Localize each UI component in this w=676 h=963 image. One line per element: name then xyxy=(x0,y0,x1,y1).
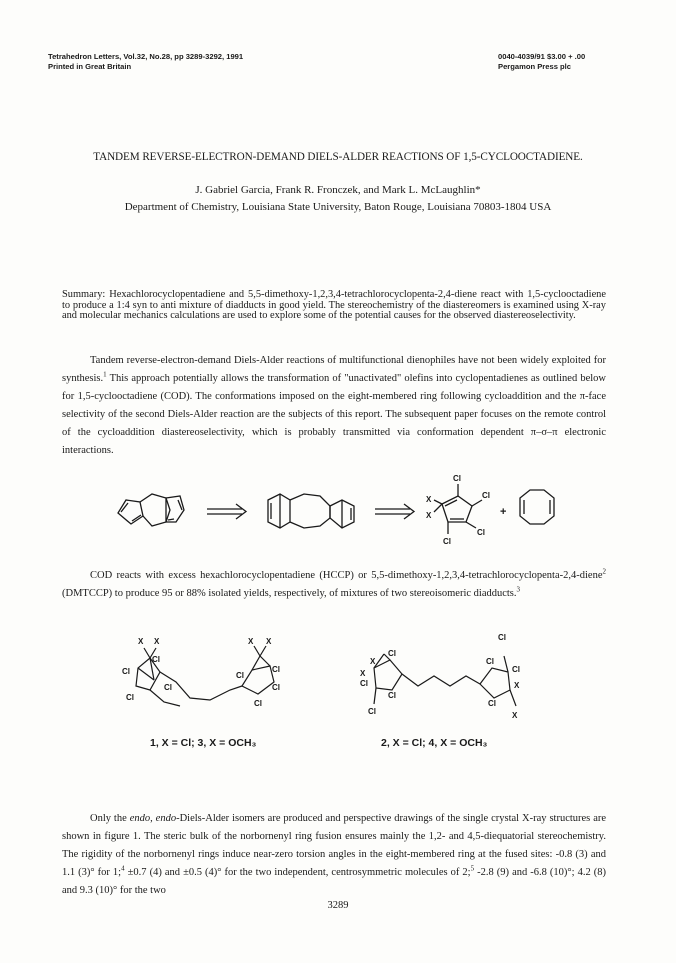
x-label: X xyxy=(426,511,432,520)
cl-label: Cl xyxy=(368,707,376,716)
cl-label: Cl xyxy=(360,679,368,688)
ref-4: 4 xyxy=(121,864,125,873)
x-label: X xyxy=(512,711,518,720)
endo-term: endo, endo xyxy=(129,813,177,824)
body-paragraph-2 xyxy=(62,567,606,603)
intro-paragraph xyxy=(62,352,606,460)
cyclooctadiene-structure xyxy=(520,490,554,524)
issn-block xyxy=(498,52,628,72)
cl-label: Cl xyxy=(236,671,244,680)
caption-anti-diadduct: 2, X = Cl; 4, X = OCH₃ xyxy=(381,737,488,749)
cl-label: Cl xyxy=(488,699,496,708)
cl-label: Cl xyxy=(482,491,490,500)
citation-line: Tetrahedron Letters, Vol.32, No.28, pp 3289-3292, 1991 xyxy=(48,52,244,61)
publisher-line: Pergamon Press plc xyxy=(498,62,572,71)
ref-5: 5 xyxy=(470,864,475,873)
cl-label: Cl xyxy=(272,683,280,692)
p3-text-c: ±0.7 (4) and ±0.5 (4)° for the two independent, centrosymmetric molecules of 2; xyxy=(124,867,471,878)
cl-label: Cl xyxy=(453,474,461,483)
caption-syn-diadduct: 1, X = Cl; 3, X = OCH₃ xyxy=(150,737,257,749)
bis-cyclopentadiene-structure xyxy=(118,494,184,526)
x-label: X xyxy=(514,681,520,690)
p2-text-a: COD reacts with excess hexachlorocyclopentadiene (HCCP) or 5,5-dimethoxy-1,2,3,4-tetrachlorocyclopenta-2,4-diene xyxy=(90,570,603,581)
author-list: J. Gabriel Garcia, Frank R. Fronczek, and Mark L. McLaughlin* xyxy=(195,184,481,196)
tetrachlorocyclopentadiene-structure xyxy=(434,484,482,534)
x-label: X xyxy=(266,637,272,646)
cl-label: Cl xyxy=(477,528,485,537)
cl-label: Cl xyxy=(254,699,262,708)
page-number: 3289 xyxy=(327,900,349,911)
x-label: X xyxy=(154,637,160,646)
x-label: X xyxy=(426,495,432,504)
p2-text-b: (DMTCCP) to produce 95 or 88% isolated yields, respectively, of mixtures of two stereoisomeric diadducts. xyxy=(62,588,517,599)
retro-arrow-1 xyxy=(207,504,246,519)
cl-label: Cl xyxy=(164,683,172,692)
ref-2: 2 xyxy=(602,567,606,576)
summary-paragraph: Summary: Hexachlorocyclopentadiene and 5,5-dimethoxy-1,2,3,4-tetrachlorocyclopenta-2,4-diene react with 1,5-cyclooctadiene to produce a 1:4 syn to anti mixture of diadducts in good yield. The stereochemistry of the diastereomers is examined using X-ray and molecular mechanics calculations are used to explore some of the potential causes for the observed diastereoselectivity. xyxy=(62,289,606,322)
cl-label: Cl xyxy=(443,537,451,546)
bis-norbornene-structure xyxy=(268,494,354,528)
cl-label: Cl xyxy=(272,665,280,674)
issn-line: 0040-4039/91 $3.00 + .00 xyxy=(498,52,586,61)
x-label: X xyxy=(360,669,366,678)
reaction-scheme xyxy=(110,470,580,552)
ref-1: 1 xyxy=(103,370,107,379)
body-paragraph-3 xyxy=(62,810,606,900)
cl-label: Cl xyxy=(512,665,520,674)
ref-3: 3 xyxy=(516,585,521,594)
cl-label: Cl xyxy=(388,649,396,658)
cl-label: Cl xyxy=(486,657,494,666)
affiliation: Department of Chemistry, Louisiana State University, Baton Rouge, Louisiana 70803-1804 USA xyxy=(124,201,552,213)
retro-arrow-2 xyxy=(375,504,414,519)
p3-text-b: -Diels-Alder isomers are produced and perspective drawings of the single crystal X-ray structures are shown in figure 1. The steric bulk of the norbornenyl ring fusion ensures mainly the 1,2- and 4,5-diequatorial stereochemistry. The rigidity of the norbornenyl rings induce near-zero torsion angles in the eight-membered ring at the fused sites: -0.8 (3) and 1.1 (3)° for 1; xyxy=(62,813,607,878)
cl-label: Cl xyxy=(388,691,396,700)
cl-label: Cl xyxy=(126,693,134,702)
cl-label: Cl xyxy=(498,633,506,642)
x-label: X xyxy=(248,637,254,646)
diadduct-structures xyxy=(120,628,560,733)
cl-label: Cl xyxy=(122,667,130,676)
cl-label: Cl xyxy=(152,655,160,664)
x-label: X xyxy=(138,637,144,646)
plus-sign: + xyxy=(500,506,507,518)
x-label: X xyxy=(370,657,376,666)
intro-text-b: This approach potentially allows the transformation of "unactivated" olefins into cyclopentadienes as outlined below for 1,5-cyclooctadiene (COD). The conformations imposed on the eight-membered ring following cycloaddition and the π-face selectivity of the second Diels-Alder reaction are the subjects of this report. The subsequent paper focuses on the remote control of the cycloaddition diastereoselectivity, which is probably transmitted via conformation dependent π–σ–π electronic interactions. xyxy=(62,373,606,456)
printed-in-line: Printed in Great Britain xyxy=(48,62,132,71)
paper-title: TANDEM REVERSE-ELECTRON-DEMAND DIELS-ALDER REACTIONS OF 1,5-CYCLOOCTADIENE. xyxy=(93,151,583,163)
p3-text-d: -2.8 (9) and -6.8 (10)°; 4.2 (8) and 9.3 (10)° for the two xyxy=(62,867,606,896)
intro-text-a: Tandem reverse-electron-demand Diels-Alder reactions of multifunctional dienophiles have not been widely exploited for synthesis. xyxy=(62,355,606,384)
p3-text-a: Only the xyxy=(90,813,130,824)
journal-citation xyxy=(48,52,243,72)
